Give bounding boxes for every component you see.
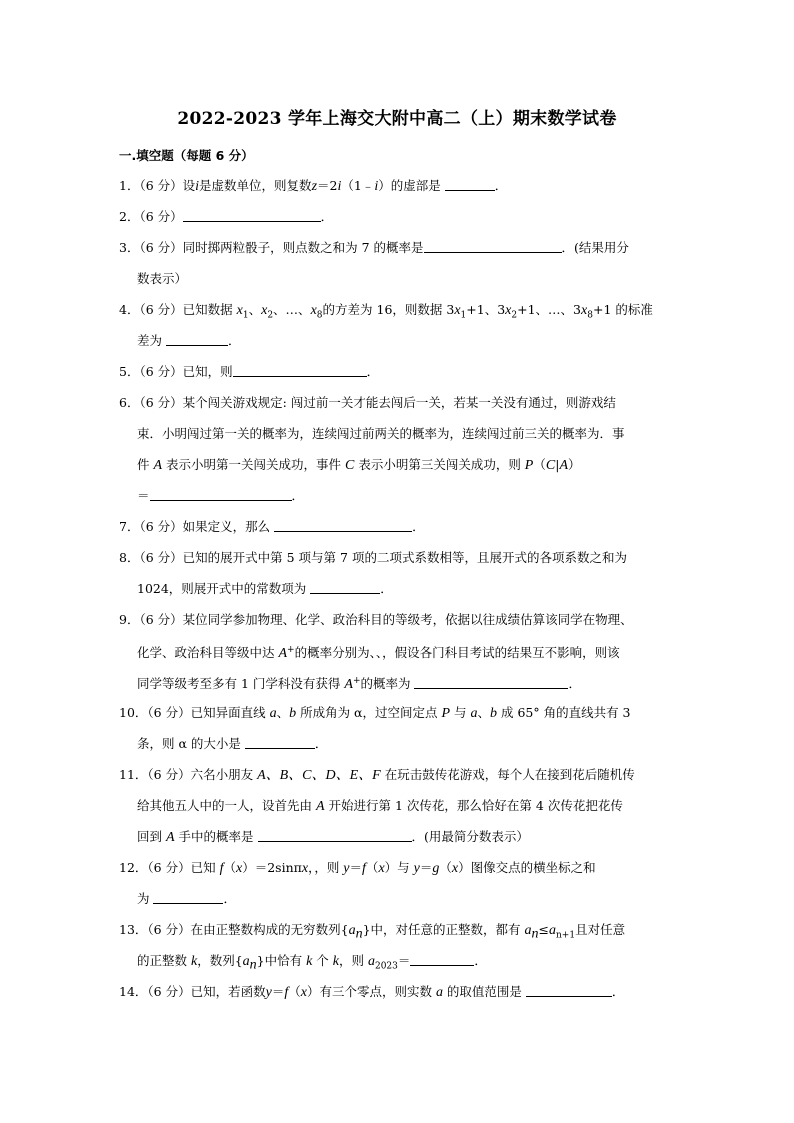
question-8-cont: 1024，则展开式中的常数项为 ． bbox=[137, 581, 393, 596]
question-1: 1．（6 分）设i是虚数单位，则复数z＝2i（1﹣i）的虚部是 ． bbox=[119, 178, 508, 194]
answer-blank[interactable] bbox=[166, 333, 228, 346]
question-11-line2: 给其他五人中的一人，设首先由 A 开始进行第 1 次传花，那么恰好在第 4 次传花把花传 bbox=[137, 798, 623, 814]
question-2: 2．（6 分） ． bbox=[119, 209, 334, 224]
question-5: 5．（6 分）已知，则 ． bbox=[119, 364, 380, 379]
question-6: 6．（6 分）某个闯关游戏规定: 闯过前一关才能去闯后一关，若某一关没有通过，则游戏结 bbox=[119, 395, 616, 410]
question-9: 9．（6 分）某位同学参加物理、化学、政治科目的等级考，依据以往成绩估算该同学在物理、 bbox=[119, 612, 633, 627]
question-13: 13．（6 分）在由正整数构成的无穷数列$\{a_n\}$中，对任意的正整数，都有 $a_n\le a_{n+1}$且对任意 bbox=[119, 922, 626, 942]
answer-blank[interactable] bbox=[245, 736, 315, 749]
question-10-cont: 条，则 α 的大小是 ． bbox=[137, 736, 328, 751]
question-9-line3: 同学等级考至多有 1 门学科没有获得 A+的概率为 ． bbox=[137, 676, 581, 693]
question-7: 7．（6 分）如果定义，那么 ． bbox=[119, 519, 425, 534]
section-heading: 一.填空题（每题 6 分） bbox=[119, 148, 254, 163]
answer-blank[interactable] bbox=[153, 891, 223, 904]
answer-blank[interactable] bbox=[410, 953, 474, 966]
answer-blank[interactable] bbox=[445, 178, 495, 191]
question-4-cont: 差为 ． bbox=[137, 333, 241, 348]
question-3-cont: 数表示） bbox=[137, 271, 188, 286]
question-12: 12．（6 分）已知 f（x）＝2sinπx，，则 y＝f（x）与 y＝g（x）图像交点的横坐标之和 bbox=[119, 860, 596, 876]
question-14: 14．（6 分）已知，若函数y＝f（x）有三个零点，则实数 a 的取值范围是 ． bbox=[119, 984, 625, 1000]
answer-blank[interactable] bbox=[150, 488, 292, 501]
answer-blank[interactable] bbox=[414, 676, 568, 689]
question-4: 4．（6 分）已知数据 $x_1$、$x_2$、…、$x_8$的方差为 16，则数据 $3x_1+1$、$3x_2+1$、…、$3x_8+1$ 的标准 bbox=[119, 302, 653, 321]
question-6-line4: ＝ ． bbox=[137, 488, 305, 503]
question-11-line3: 回到 A 手中的概率是 ．(用最简分数表示） bbox=[137, 829, 529, 845]
answer-blank[interactable] bbox=[526, 984, 612, 997]
page-title: 2022-2023 学年上海交大附中高二（上）期末数学试卷 bbox=[177, 109, 617, 129]
answer-blank[interactable] bbox=[424, 240, 562, 253]
question-11: 11．（6 分）六名小朋友 A、B、C、D、E、F 在玩击鼓传花游戏，每个人在接到花后随机传 bbox=[119, 767, 635, 783]
question-9-line2: 化学、政治科目等级中达 A+的概率分别为、、，假设各门科目考试的结果互不影响，则该 bbox=[137, 645, 620, 662]
answer-blank[interactable] bbox=[183, 209, 321, 222]
answer-blank[interactable] bbox=[233, 364, 367, 377]
answer-blank[interactable] bbox=[274, 519, 412, 532]
question-10: 10．（6 分）已知异面直线 a、b 所成角为 α，过空间定点 P 与 a、b 成 65° 角的直线共有 3 bbox=[119, 705, 631, 721]
question-3: 3．（6 分）同时掷两粒骰子，则点数之和为 7 的概率是 ．(结果用分 bbox=[119, 240, 629, 255]
question-13-cont: 的正整数 k，数列$\{a_n\}$中恰有 k 个 k，则 $a_{2023}=$ ． bbox=[137, 953, 487, 973]
question-8: 8．（6 分）已知的展开式中第 5 项与第 7 项的二项式系数相等，且展开式的各项系数之和为 bbox=[119, 550, 627, 565]
question-12-cont: 为 ． bbox=[137, 891, 236, 906]
answer-blank[interactable] bbox=[258, 829, 412, 842]
question-6-line2: 束．小明闯过第一关的概率为，连续闯过前两关的概率为，连续闯过前三关的概率为．事 bbox=[137, 426, 625, 441]
question-6-line3: 件 A 表示小明第一关闯关成功，事件 C 表示小明第三关闯关成功，则 P（C|A） bbox=[137, 457, 581, 473]
answer-blank[interactable] bbox=[310, 581, 380, 594]
